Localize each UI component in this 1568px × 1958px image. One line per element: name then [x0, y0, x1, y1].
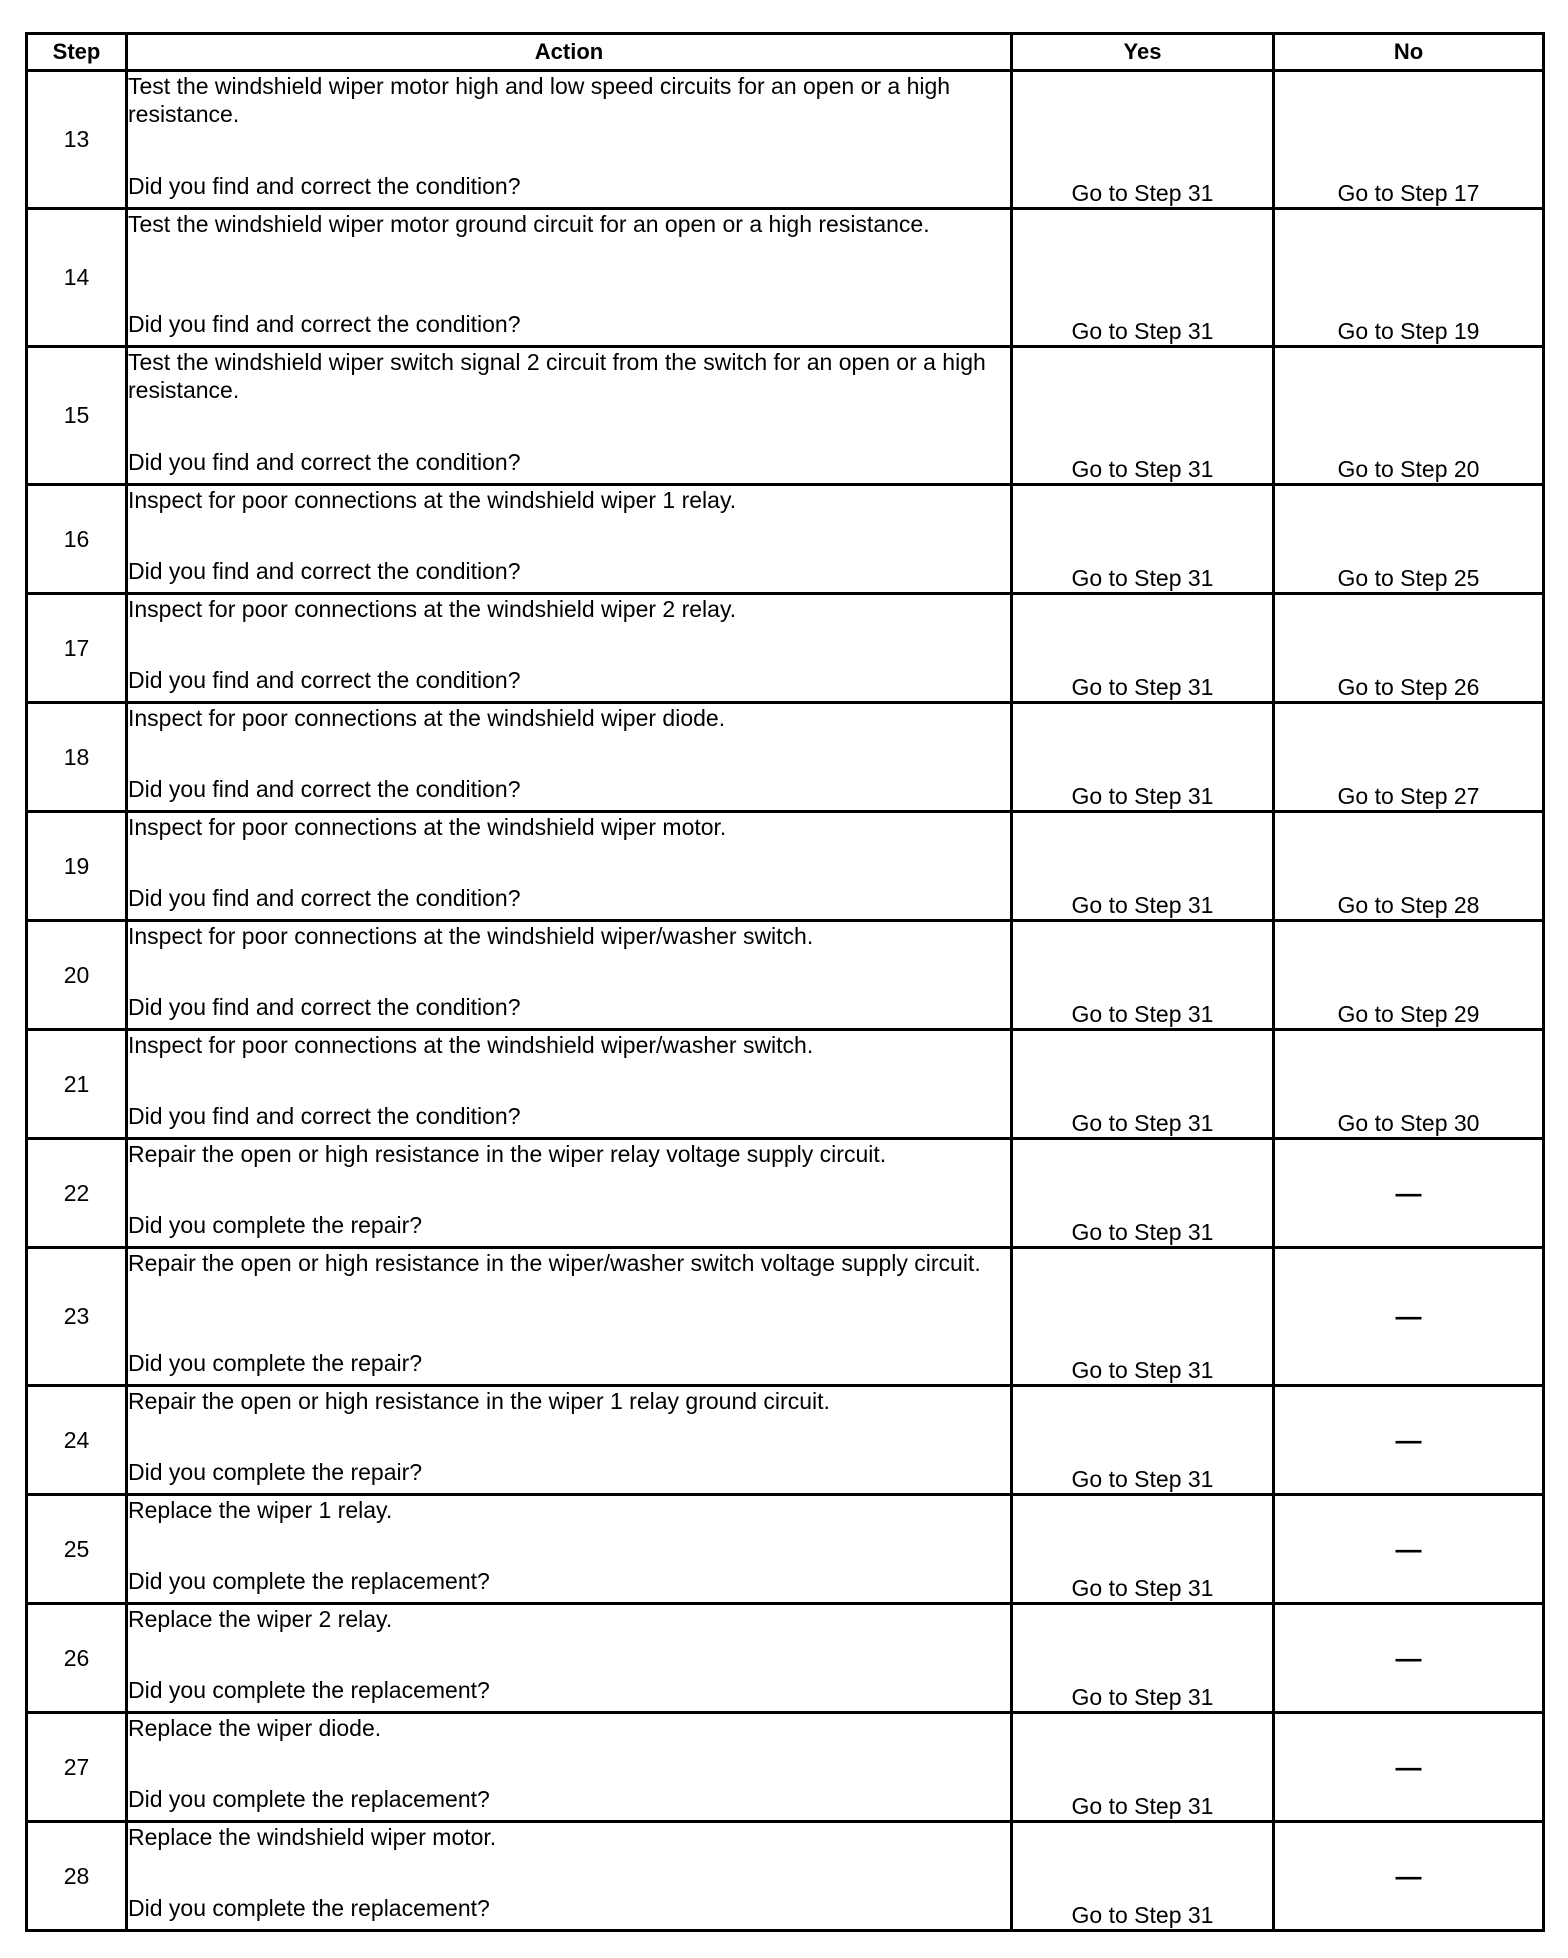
action-text: Inspect for poor connections at the windshield wiper 1 relay.	[128, 487, 737, 513]
table-row	[27, 1604, 1544, 1713]
step-number: 28	[27, 1822, 127, 1931]
step-number: 14	[27, 209, 127, 347]
action-question: Did you find and correct the condition?	[128, 449, 521, 475]
yes-result: Go to Step 31	[1012, 1495, 1274, 1604]
action-cell	[127, 71, 1012, 209]
yes-result: Go to Step 31	[1012, 1713, 1274, 1822]
yes-result: Go to Step 31	[1012, 1604, 1274, 1713]
action-content	[128, 595, 1010, 694]
action-cell	[127, 1386, 1012, 1495]
action-content	[128, 486, 1010, 585]
step-number: 15	[27, 347, 127, 485]
step-number: 26	[27, 1604, 127, 1713]
table-row	[27, 1248, 1544, 1386]
action-question: Did you complete the repair?	[128, 1459, 423, 1485]
table-row	[27, 812, 1544, 921]
header-yes: Yes	[1012, 34, 1274, 71]
yes-result: Go to Step 31	[1012, 921, 1274, 1030]
yes-result: Go to Step 31	[1012, 594, 1274, 703]
no-result: —	[1274, 1495, 1544, 1604]
no-result: Go to Step 17	[1274, 71, 1544, 209]
action-content	[128, 1387, 1010, 1486]
action-cell	[127, 921, 1012, 1030]
action-cell	[127, 209, 1012, 347]
action-text: Inspect for poor connections at the windshield wiper motor.	[128, 814, 727, 840]
action-question: Did you complete the replacement?	[128, 1568, 490, 1594]
action-question: Did you find and correct the condition?	[128, 173, 521, 199]
no-result: Go to Step 27	[1274, 703, 1544, 812]
action-question: Did you find and correct the condition?	[128, 776, 521, 802]
yes-result: Go to Step 31	[1012, 347, 1274, 485]
no-result: Go to Step 19	[1274, 209, 1544, 347]
step-number: 16	[27, 485, 127, 594]
action-text: Repair the open or high resistance in the wiper/washer switch voltage supply circuit.	[128, 1250, 981, 1276]
step-number: 24	[27, 1386, 127, 1495]
step-number: 13	[27, 71, 127, 209]
no-result: —	[1274, 1248, 1544, 1386]
step-number: 27	[27, 1713, 127, 1822]
action-text: Repair the open or high resistance in the wiper 1 relay ground circuit.	[128, 1388, 830, 1414]
action-question: Did you find and correct the condition?	[128, 311, 521, 337]
action-question: Did you complete the replacement?	[128, 1786, 490, 1812]
table-body	[27, 71, 1544, 1931]
action-question: Did you find and correct the condition?	[128, 667, 521, 693]
step-number: 17	[27, 594, 127, 703]
diagnostic-table-page	[25, 32, 1542, 1932]
action-text: Replace the wiper 2 relay.	[128, 1606, 393, 1632]
no-result: —	[1274, 1713, 1544, 1822]
table-row	[27, 347, 1544, 485]
action-cell	[127, 1713, 1012, 1822]
action-text: Test the windshield wiper motor ground circuit for an open or a high resistance.	[128, 211, 930, 237]
no-result: —	[1274, 1139, 1544, 1248]
yes-result: Go to Step 31	[1012, 1386, 1274, 1495]
yes-result: Go to Step 31	[1012, 71, 1274, 209]
action-cell	[127, 485, 1012, 594]
action-cell	[127, 1030, 1012, 1139]
action-question: Did you complete the replacement?	[128, 1677, 490, 1703]
action-text: Test the windshield wiper switch signal 2 circuit from the switch for an open or a high resistance.	[128, 349, 986, 403]
action-content	[128, 1823, 1010, 1922]
action-question: Did you complete the replacement?	[128, 1895, 490, 1921]
action-text: Test the windshield wiper motor high and low speed circuits for an open or a high resistance.	[128, 73, 951, 127]
table-row	[27, 71, 1544, 209]
yes-result: Go to Step 31	[1012, 209, 1274, 347]
step-number: 21	[27, 1030, 127, 1139]
action-question: Did you find and correct the condition?	[128, 994, 521, 1020]
table-row	[27, 703, 1544, 812]
table-row	[27, 594, 1544, 703]
step-number: 19	[27, 812, 127, 921]
action-content	[128, 922, 1010, 1021]
no-result: Go to Step 30	[1274, 1030, 1544, 1139]
action-text: Inspect for poor connections at the windshield wiper 2 relay.	[128, 596, 737, 622]
action-question: Did you find and correct the condition?	[128, 558, 521, 584]
no-result: Go to Step 29	[1274, 921, 1544, 1030]
header-step: Step	[27, 34, 127, 71]
action-cell	[127, 812, 1012, 921]
table-row	[27, 1139, 1544, 1248]
no-result: Go to Step 20	[1274, 347, 1544, 485]
action-cell	[127, 347, 1012, 485]
table-row	[27, 1713, 1544, 1822]
yes-result: Go to Step 31	[1012, 703, 1274, 812]
action-content	[128, 1140, 1010, 1239]
yes-result: Go to Step 31	[1012, 1248, 1274, 1386]
header-action: Action	[127, 34, 1012, 71]
action-cell	[127, 1822, 1012, 1931]
no-result: —	[1274, 1386, 1544, 1495]
step-number: 25	[27, 1495, 127, 1604]
action-text: Replace the wiper diode.	[128, 1715, 382, 1741]
action-question: Did you find and correct the condition?	[128, 885, 521, 911]
action-cell	[127, 1139, 1012, 1248]
table-header	[27, 34, 1544, 71]
header-row	[27, 34, 1544, 71]
action-content	[128, 704, 1010, 803]
no-result: Go to Step 28	[1274, 812, 1544, 921]
action-text: Inspect for poor connections at the windshield wiper/washer switch.	[128, 923, 814, 949]
step-number: 23	[27, 1248, 127, 1386]
no-result: Go to Step 25	[1274, 485, 1544, 594]
action-question: Did you complete the repair?	[128, 1350, 423, 1376]
action-content	[128, 1496, 1010, 1595]
action-cell	[127, 1495, 1012, 1604]
diagnostic-steps-table	[25, 32, 1545, 1932]
action-text: Replace the wiper 1 relay.	[128, 1497, 393, 1523]
action-content	[128, 813, 1010, 912]
action-cell	[127, 594, 1012, 703]
action-cell	[127, 1604, 1012, 1713]
action-cell	[127, 703, 1012, 812]
table-row	[27, 1030, 1544, 1139]
table-row	[27, 1822, 1544, 1931]
yes-result: Go to Step 31	[1012, 485, 1274, 594]
action-text: Inspect for poor connections at the windshield wiper diode.	[128, 705, 726, 731]
step-number: 22	[27, 1139, 127, 1248]
action-text: Replace the windshield wiper motor.	[128, 1824, 497, 1850]
action-text: Repair the open or high resistance in the wiper relay voltage supply circuit.	[128, 1141, 887, 1167]
yes-result: Go to Step 31	[1012, 1822, 1274, 1931]
no-result: Go to Step 26	[1274, 594, 1544, 703]
table-row	[27, 485, 1544, 594]
action-text: Inspect for poor connections at the windshield wiper/washer switch.	[128, 1032, 814, 1058]
action-question: Did you find and correct the condition?	[128, 1103, 521, 1129]
table-row	[27, 1386, 1544, 1495]
action-content	[128, 1714, 1010, 1813]
table-row	[27, 209, 1544, 347]
no-result: —	[1274, 1822, 1544, 1931]
step-number: 18	[27, 703, 127, 812]
no-result: —	[1274, 1604, 1544, 1713]
action-content	[128, 72, 1010, 200]
action-cell	[127, 1248, 1012, 1386]
yes-result: Go to Step 31	[1012, 812, 1274, 921]
yes-result: Go to Step 31	[1012, 1139, 1274, 1248]
step-number: 20	[27, 921, 127, 1030]
header-no: No	[1274, 34, 1544, 71]
action-content	[128, 1031, 1010, 1130]
action-question: Did you complete the repair?	[128, 1212, 423, 1238]
action-content	[128, 210, 1010, 338]
yes-result: Go to Step 31	[1012, 1030, 1274, 1139]
table-row	[27, 1495, 1544, 1604]
action-content	[128, 1249, 1010, 1377]
table-row	[27, 921, 1544, 1030]
action-content	[128, 1605, 1010, 1704]
action-content	[128, 348, 1010, 476]
